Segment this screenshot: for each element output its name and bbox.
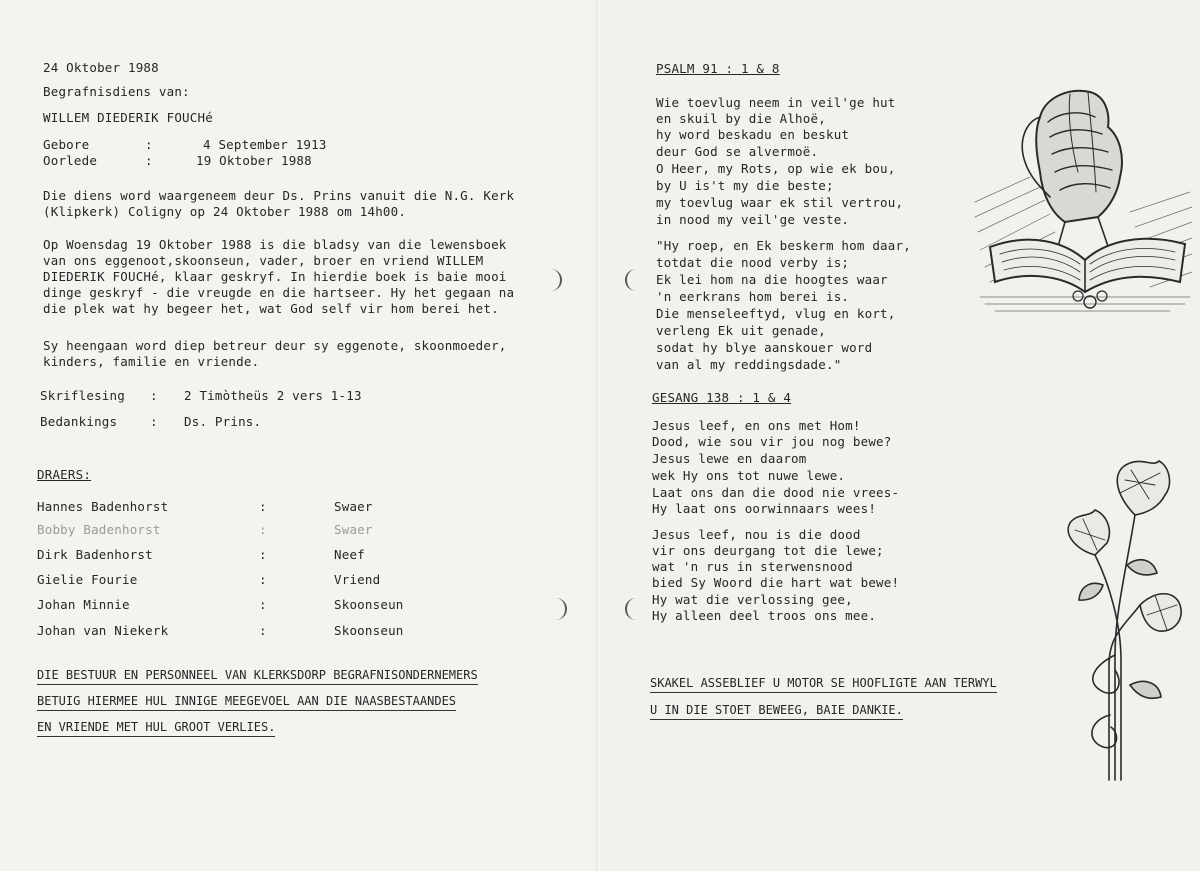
hymn-line: Laat ons dan die dood nie vrees- (652, 485, 900, 500)
right-page (600, 0, 1200, 871)
service-date: 24 Oktober 1988 (43, 60, 159, 75)
hymn-line: bied Sy Woord die hart wat bewe! (652, 575, 900, 590)
born-label: Gebore (43, 137, 90, 152)
bearer-name: Johan Minnie (37, 597, 130, 612)
service-paragraph-line: Die diens word waargeneem deur Ds. Prins vanuit die N.G. Kerk (43, 188, 515, 203)
condolence-line: EN VRIENDE MET HUL GROOT VERLIES. (37, 719, 275, 737)
born-date: 4 September 1913 (203, 137, 327, 152)
psalm-line: Ek lei hom na die hoogtes waar (656, 272, 888, 287)
bearers-heading: DRAERS: (37, 467, 92, 482)
psalm-line: hy word beskadu en beskut (656, 127, 850, 142)
bearer-relation: Neef (334, 547, 365, 562)
bearer-name: Bobby Badenhorst (37, 522, 161, 537)
hymn-line: Hy alleen deel troos ons mee. (652, 608, 877, 623)
mourning-paragraph-line: kinders, familie en vriende. (43, 354, 260, 369)
psalm-heading: PSALM 91 : 1 & 8 (656, 61, 780, 76)
tribute-paragraph-line: van ons eggenoot,skoonseun, vader, broer en vriend WILLEM (43, 253, 484, 268)
thanks-value: Ds. Prins. (184, 414, 262, 429)
bearer-separator: : (259, 499, 267, 514)
thanks-label: Bedankings (40, 414, 118, 429)
psalm-line: Die menseleeftyd, vlug en kort, (656, 306, 896, 321)
hymn-heading: GESANG 138 : 1 & 4 (652, 390, 792, 405)
bearer-separator: : (259, 597, 267, 612)
bearer-relation: Skoonseun (334, 597, 404, 612)
deceased-name: WILLEM DIEDERIK FOUCHé (43, 110, 213, 125)
condolence-line: BETUIG HIERMEE HUL INNIGE MEEGEVOEL AAN DIE NAASBESTAANDES (37, 693, 456, 711)
scripture-label: Skriflesing (40, 388, 125, 403)
binder-hole-icon (625, 598, 647, 620)
tribute-paragraph-line: DIEDERIK FOUCHé, klaar geskryf. In hierdie boek is baie mooi (43, 269, 507, 284)
died-separator: : (145, 153, 153, 168)
tribute-paragraph-line: dinge geskryf - die vreugde en die hartseer. Hy het gegaan na (43, 285, 515, 300)
floral-ornament-illustration (1055, 455, 1195, 785)
bearer-name: Johan van Niekerk (37, 623, 169, 638)
hymn-line: Hy wat die verlossing gee, (652, 592, 853, 607)
notice-line: SKAKEL ASSEBLIEF U MOTOR SE HOOFLIGTE AAN TERWYL (650, 675, 997, 693)
bearer-relation: Swaer (334, 499, 373, 514)
binder-hole-icon (540, 269, 562, 291)
died-label: Oorlede (43, 153, 98, 168)
bearer-separator: : (259, 623, 267, 638)
bearer-relation: Vriend (334, 572, 381, 587)
service-of-label: Begrafnisdiens van: (43, 84, 190, 99)
psalm-line: totdat die nood verby is; (656, 255, 850, 270)
bearer-separator: : (259, 572, 267, 587)
psalm-line: 'n eerkrans hom berei is. (656, 289, 850, 304)
hymn-line: Jesus leef, nou is die dood (652, 527, 861, 542)
psalm-line: sodat hy blye aanskouer word (656, 340, 873, 355)
thanks-separator: : (150, 414, 158, 429)
psalm-line: en skuil by die Alhoë, (656, 111, 826, 126)
hymn-line: Hy laat ons oorwinnaars wees! (652, 501, 877, 516)
psalm-line: verleng Ek uit genade, (656, 323, 826, 338)
tribute-paragraph-line: die plek wat hy begeer het, wat God self vir hom berei het. (43, 301, 499, 316)
hymn-line: wek Hy ons tot nuwe lewe. (652, 468, 846, 483)
bearer-relation: Skoonseun (334, 623, 404, 638)
hymn-line: vir ons deurgang tot die lewe; (652, 543, 884, 558)
binder-hole-icon (625, 269, 647, 291)
psalm-line: van al my reddingsdade." (656, 357, 842, 372)
bearer-name: Gielie Fourie (37, 572, 138, 587)
psalm-line: by U is't my die beste; (656, 178, 834, 193)
service-paragraph-line: (Klipkerk) Coligny op 24 Oktober 1988 om 14h00. (43, 204, 407, 219)
scripture-separator: : (150, 388, 158, 403)
hymn-line: wat 'n rus in sterwensnood (652, 559, 853, 574)
bearer-relation: Swaer (334, 522, 373, 537)
notice-line: U IN DIE STOET BEWEEG, BAIE DANKIE. (650, 702, 903, 720)
psalm-line: my toevlug waar ek stil vertrou, (656, 195, 904, 210)
psalm-line: deur God se alvermoë. (656, 144, 819, 159)
tribute-paragraph-line: Op Woensdag 19 Oktober 1988 is die bladsy van die lewensboek (43, 237, 507, 252)
bearer-name: Hannes Badenhorst (37, 499, 169, 514)
hymn-line: Dood, wie sou vir jou nog bewe? (652, 434, 892, 449)
binder-hole-icon (545, 598, 567, 620)
psalm-line: in nood my veil'ge veste. (656, 212, 850, 227)
born-separator: : (145, 137, 153, 152)
bearer-name: Dirk Badenhorst (37, 547, 153, 562)
hymn-line: Jesus lewe en daarom (652, 451, 807, 466)
condolence-line: DIE BESTUUR EN PERSONNEEL VAN KLERKSDORP BEGRAFNISONDERNEMERS (37, 667, 478, 685)
psalm-line: O Heer, my Rots, op wie ek bou, (656, 161, 896, 176)
scripture-reading: 2 Timòtheüs 2 vers 1-13 (184, 388, 362, 403)
psalm-line: "Hy roep, en Ek beskerm hom daar, (656, 238, 911, 253)
bearer-separator: : (259, 547, 267, 562)
hymn-line: Jesus leef, en ons met Hom! (652, 418, 861, 433)
died-date: 19 Oktober 1988 (196, 153, 312, 168)
psalm-line: Wie toevlug neem in veil'ge hut (656, 95, 896, 110)
mourning-paragraph-line: Sy heengaan word diep betreur deur sy eggenote, skoonmoeder, (43, 338, 507, 353)
bearer-separator: : (259, 522, 267, 537)
praying-hands-bible-illustration (970, 82, 1195, 327)
